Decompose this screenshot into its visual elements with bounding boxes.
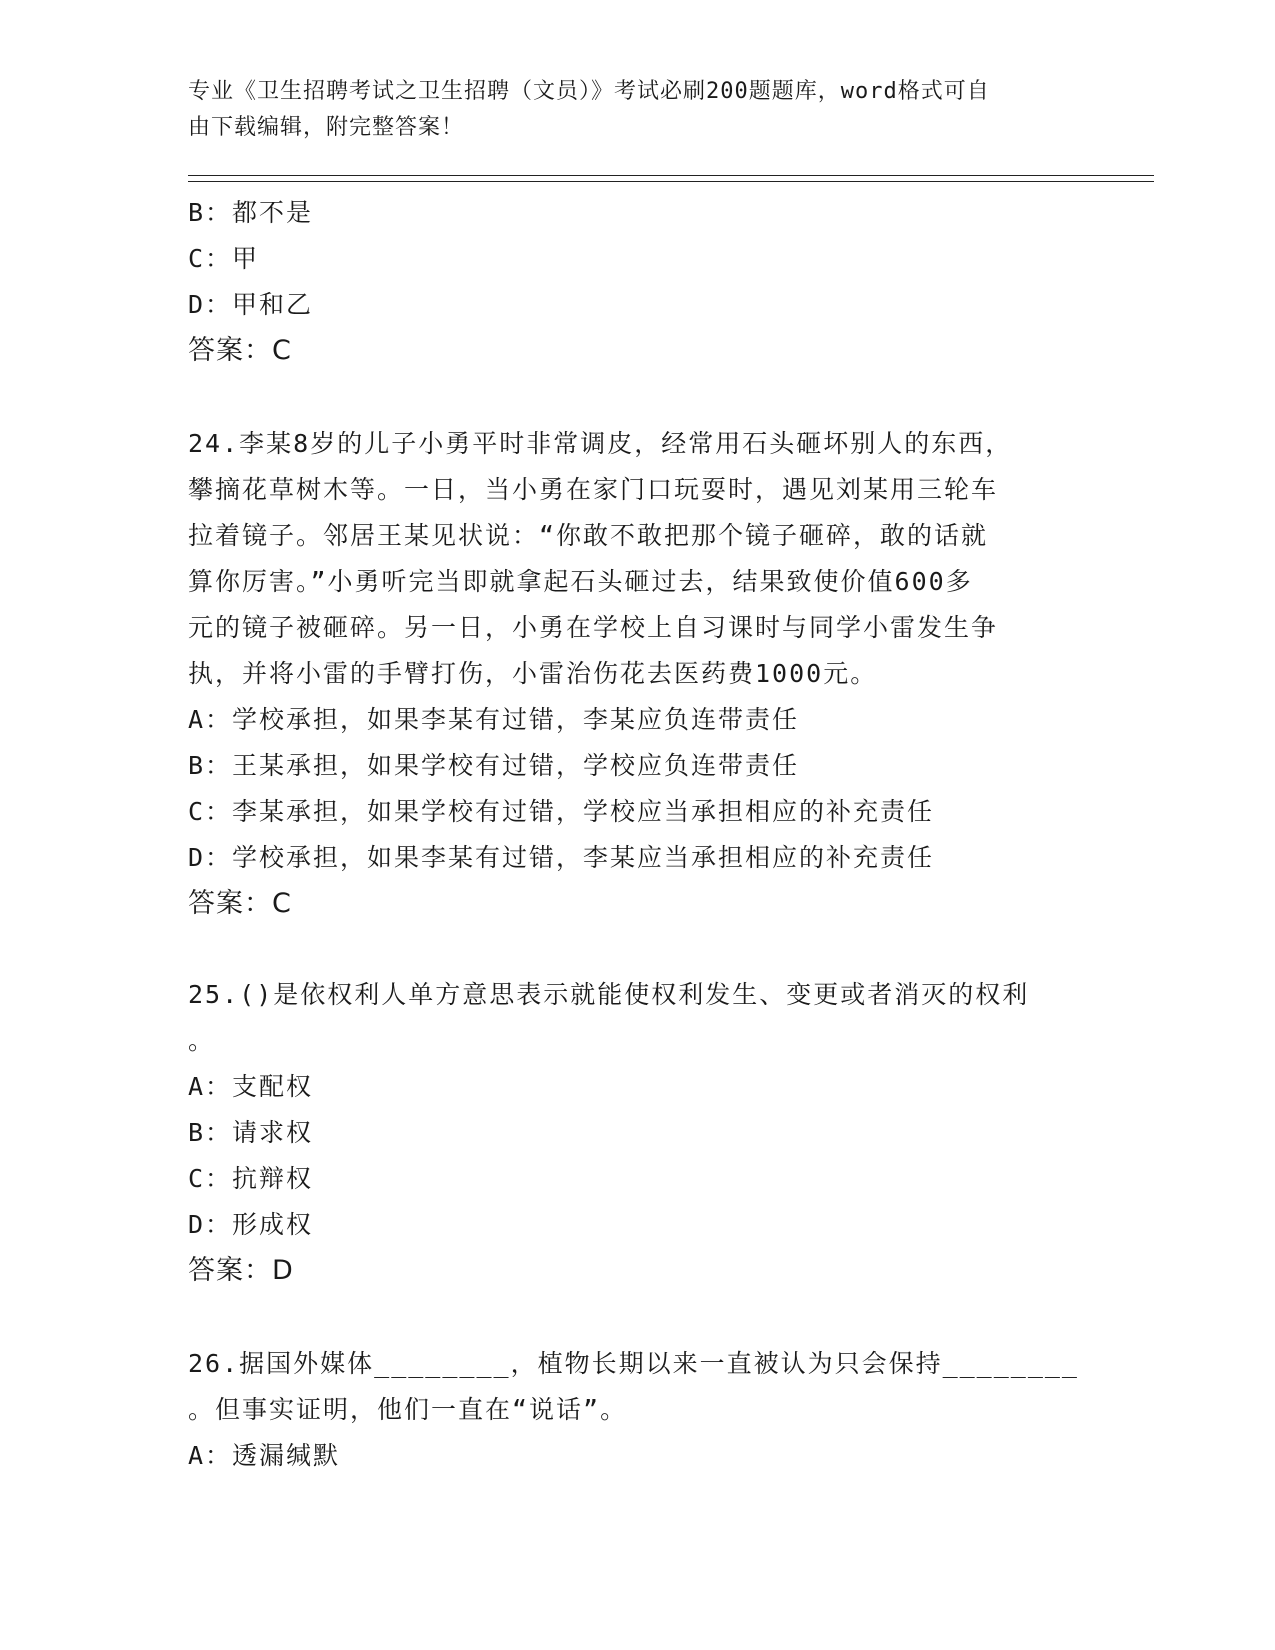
q24-stem-line: 元的镜子被砸碎。另一日，小勇在学校上自习课时与同学小雷发生争: [188, 613, 999, 642]
q23-option-c: C：甲: [188, 244, 260, 273]
header-line-1: 专业《卫生招聘考试之卫生招聘（文员）》考试必刷200题题库，word格式可自: [188, 79, 990, 104]
q23-answer: 答案：C: [188, 335, 292, 366]
question-24: [188, 421, 1088, 927]
q23-option-b: B：都不是: [188, 198, 314, 227]
q24-option-d: D：学校承担，如果李某有过错，李某应当承担相应的补充责任: [188, 843, 935, 872]
q24-answer: 答案：C: [188, 888, 292, 919]
header-divider-top: [188, 175, 1154, 176]
spacer: [188, 374, 1088, 421]
header-divider-bottom: [188, 181, 1154, 182]
q26-stem-line-1: 26.据国外媒体________，植物长期以来一直被认为只会保持________: [188, 1349, 1079, 1378]
q24-stem-line: 执，并将小雷的手臂打伤，小雷治伤花去医药费1000元。: [188, 659, 878, 688]
q25-option-d: D：形成权: [188, 1210, 314, 1239]
q25-option-c: C：抗辩权: [188, 1164, 314, 1193]
q26-option-a: A：透漏缄默: [188, 1441, 341, 1470]
q26-stem-line-2: 。但事实证明，他们一直在“说话”。: [188, 1395, 628, 1424]
q24-option-a: A：学校承担，如果李某有过错，李某应负连带责任: [188, 705, 800, 734]
header-line-2: 由下载编辑，附完整答案！: [188, 115, 465, 140]
question-25: [188, 972, 1088, 1294]
q24-stem-line: 拉着镜子。邻居王某见状说：“你敢不敢把那个镜子砸碎，敢的话就: [188, 521, 989, 550]
q25-option-a: A：支配权: [188, 1072, 314, 1101]
question-content: [188, 190, 1088, 1479]
q25-stem-line-1: 25.()是依权利人单方意思表示就能使权利发生、变更或者消灭的权利: [188, 980, 1030, 1009]
q24-option-b: B：王某承担，如果学校有过错，学校应负连带责任: [188, 751, 800, 780]
q25-option-b: B：请求权: [188, 1118, 314, 1147]
q25-answer: 答案：D: [188, 1255, 294, 1286]
q23-option-d: D：甲和乙: [188, 290, 314, 319]
q24-stem-line: 24.李某8岁的儿子小勇平时非常调皮，经常用石头砸坏别人的东西，: [188, 429, 1013, 458]
q24-stem-line: 算你厉害。”小勇听完当即就拿起石头砸过去，结果致使价值600多: [188, 567, 973, 596]
q25-stem-line-2: 。: [188, 1026, 216, 1055]
document-header: [188, 74, 1068, 146]
question-26: [188, 1341, 1088, 1479]
q24-stem-line: 攀摘花草树木等。一日，当小勇在家门口玩耍时，遇见刘某用三轮车: [188, 475, 999, 504]
spacer: [188, 1294, 1088, 1341]
question-23: [188, 190, 1088, 374]
q24-option-c: C：李某承担，如果学校有过错，学校应当承担相应的补充责任: [188, 797, 935, 826]
spacer: [188, 927, 1088, 972]
